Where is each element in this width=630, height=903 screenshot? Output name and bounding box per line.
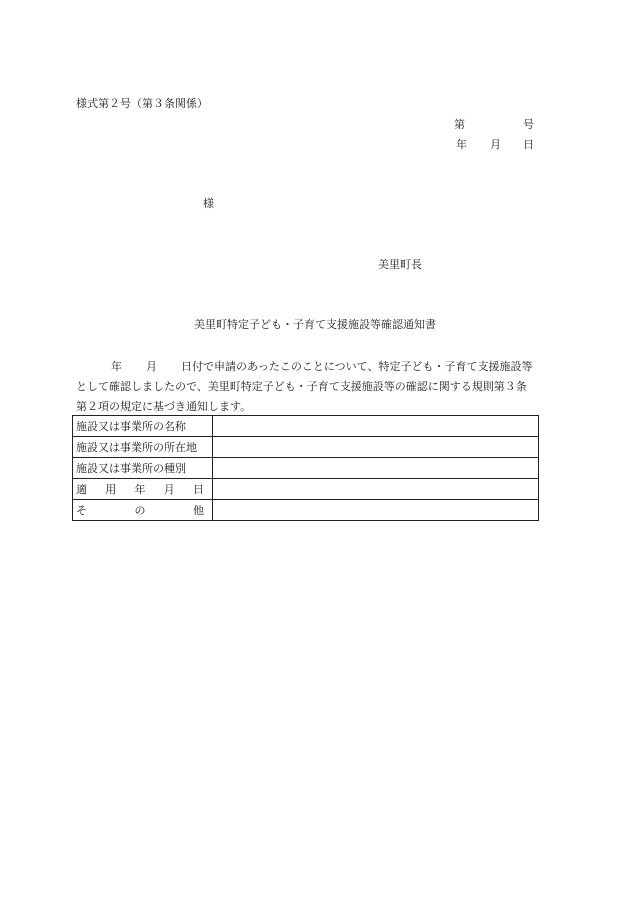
issuer-name: 美里町長 [378, 258, 422, 271]
body-line-2: として確認しましたので、美里町特定子ども・子育て支援施設等の確認に関する規則第３条 [76, 380, 527, 393]
date-month: 月 [490, 138, 501, 151]
row-value [213, 479, 539, 500]
row-label: 施設又は事業所の名称 [73, 416, 213, 437]
doc-no-suffix: 号 [523, 118, 534, 131]
row-value [213, 458, 539, 479]
row-label-spread [76, 484, 204, 495]
row-value [213, 500, 539, 521]
table-row [73, 479, 539, 500]
body-text [76, 357, 562, 417]
label-char: 月 [163, 482, 175, 496]
row-value [213, 437, 539, 458]
label-char: 年 [134, 482, 146, 496]
body-line-1 [76, 357, 562, 377]
row-label-spread [76, 505, 204, 516]
table-row [73, 500, 539, 521]
label-char: の [134, 503, 146, 517]
label-char: 他 [193, 503, 204, 517]
label-char: 適 [76, 482, 87, 496]
body-year: 年 [111, 360, 122, 373]
row-label: 施設又は事業所の種別 [73, 458, 213, 479]
facility-info-table [72, 415, 539, 521]
form-number: 様式第２号（第３条関係） [76, 97, 208, 110]
label-char: そ [76, 503, 87, 517]
body-line1-rest: 日付で申請のあったこのことについて、特定子ども・子育て支援施設等 [181, 360, 533, 373]
document-title: 美里町特定子ども・子育て支援施設等確認通知書 [194, 318, 436, 331]
addressee-honorific: 様 [203, 197, 214, 210]
table-row [73, 416, 539, 437]
label-char: 日 [193, 482, 204, 496]
body-line-3: 第２項の規定に基づき通知します。 [76, 400, 252, 413]
date-year: 年 [456, 138, 467, 151]
doc-no-prefix: 第 [454, 118, 465, 131]
body-month: 月 [146, 360, 157, 373]
table-row [73, 458, 539, 479]
row-value [213, 416, 539, 437]
table-row [73, 437, 539, 458]
label-char: 用 [105, 482, 117, 496]
row-label: 施設又は事業所の所在地 [73, 437, 213, 458]
date-day: 日 [523, 138, 534, 151]
